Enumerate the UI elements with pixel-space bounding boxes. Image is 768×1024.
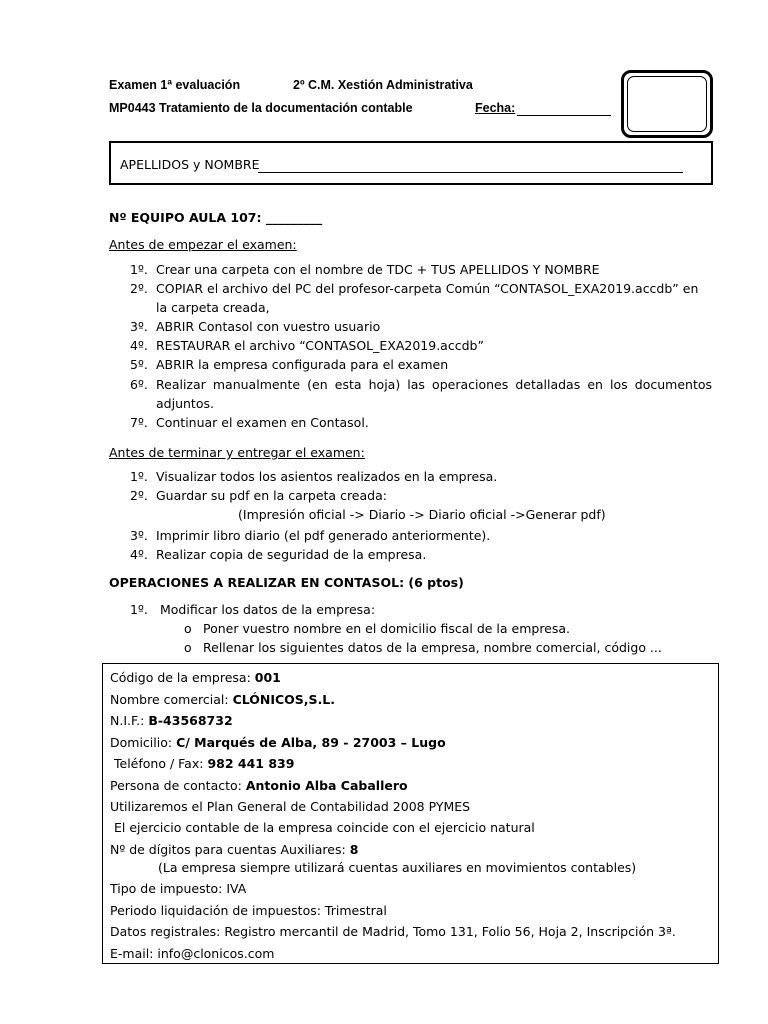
step-number: 2º.: [130, 488, 148, 503]
step-number: 1º.: [130, 262, 148, 277]
before-finish-heading: Antes de terminar y entregar el examen:: [109, 445, 365, 460]
step-number: 1º.: [130, 469, 148, 484]
company-registry: Datos registrales: Registro mercantil de Madrid, Tomo 131, Folio 56, Hoja 2, Inscripción 3ª.: [110, 924, 676, 939]
step-number: 1º.: [130, 602, 148, 617]
company-tax: Tipo de impuesto: IVA: [110, 881, 247, 896]
module-title: MP0443 Tratamiento de la documentación contable: [109, 101, 413, 115]
grade-box-inner: [627, 76, 707, 132]
team-blank[interactable]: _________: [265, 210, 323, 225]
before-start-heading: Antes de empezar el examen:: [109, 237, 297, 252]
step-text: Visualizar todos los asientos realizados en la empresa.: [156, 469, 498, 484]
date-label: Fecha:: [475, 101, 516, 115]
step-text: Guardar su pdf en la carpeta creada:: [156, 488, 387, 503]
step-text-continued: (Impresión oficial -> Diario -> Diario oficial ->Generar pdf): [238, 507, 606, 522]
company-email: E-mail: info@clonicos.com: [110, 946, 275, 961]
step-number: 6º.: [130, 377, 148, 392]
company-contact: Persona de contacto: Antonio Alba Caballero: [110, 778, 408, 793]
step-text: Continuar el examen en Contasol.: [156, 415, 369, 430]
step-number: 5º.: [130, 357, 148, 372]
step-text: Realizar copia de seguridad de la empresa.: [156, 547, 427, 562]
step-text-continued: adjuntos.: [156, 396, 214, 411]
company-plan: Utilizaremos el Plan General de Contabilidad 2008 PYMES: [110, 799, 471, 814]
sub-item: Rellenar los siguientes datos de la empresa, nombre comercial, código ...: [203, 640, 662, 655]
step-text: COPIAR el archivo del PC del profesor-carpeta Común “CONTASOL_EXA2019.accdb” en: [156, 281, 699, 296]
date-field-line[interactable]: [517, 115, 611, 116]
operations-heading: OPERACIONES A REALIZAR EN CONTASOL: (6 ptos): [109, 575, 464, 590]
step-text: ABRIR la empresa configurada para el examen: [156, 357, 449, 372]
company-fiscal-year: El ejercicio contable de la empresa coincide con el ejercicio natural: [114, 820, 535, 835]
step-text: Modificar los datos de la empresa:: [160, 602, 376, 617]
step-number: 3º.: [130, 528, 148, 543]
company-digits-note: (La empresa siempre utilizará cuentas auxiliares en movimientos contables): [158, 860, 637, 875]
company-name: Nombre comercial: CLÓNICOS,S.L.: [110, 692, 336, 707]
course-title: 2º C.M. Xestión Administrativa: [293, 78, 473, 92]
name-field-line[interactable]: [258, 172, 683, 173]
step-text: RESTAURAR el archivo “CONTASOL_EXA2019.accdb”: [156, 338, 484, 353]
grade-box[interactable]: [621, 70, 713, 138]
step-text: Crear una carpeta con el nombre de TDC + TUS APELLIDOS Y NOMBRE: [156, 262, 600, 277]
company-nif: N.I.F.: B-43568732: [110, 713, 233, 728]
step-number: 3º.: [130, 319, 148, 334]
sub-item: Poner vuestro nombre en el domicilio fiscal de la empresa.: [203, 621, 571, 636]
company-tax-period: Periodo liquidación de impuestos: Trimestral: [110, 903, 387, 918]
team-label: Nº EQUIPO AULA 107: _________: [109, 210, 323, 225]
step-number: 4º.: [130, 547, 148, 562]
step-text: Realizar manualmente (en esta hoja) las operaciones detalladas en los documentos: [156, 377, 712, 392]
step-text-continued: la carpeta creada,: [156, 300, 270, 315]
company-code: Código de la empresa: 001: [110, 670, 281, 685]
bullet-icon: o: [184, 640, 192, 655]
step-text: Imprimir libro diario (el pdf generado anteriormente).: [156, 528, 491, 543]
company-digits: Nº de dígitos para cuentas Auxiliares: 8: [110, 842, 359, 857]
company-address: Domicilio: C/ Marqués de Alba, 89 - 27003 – Lugo: [110, 735, 446, 750]
step-text: ABRIR Contasol con vuestro usuario: [156, 319, 381, 334]
exam-title: Examen 1ª evaluación: [109, 78, 241, 92]
bullet-icon: o: [184, 621, 192, 636]
step-number: 2º.: [130, 281, 148, 296]
step-number: 4º.: [130, 338, 148, 353]
step-number: 7º.: [130, 415, 148, 430]
name-field-label: APELLIDOS y NOMBRE: [120, 157, 260, 172]
company-phone: Teléfono / Fax: 982 441 839: [114, 756, 295, 771]
